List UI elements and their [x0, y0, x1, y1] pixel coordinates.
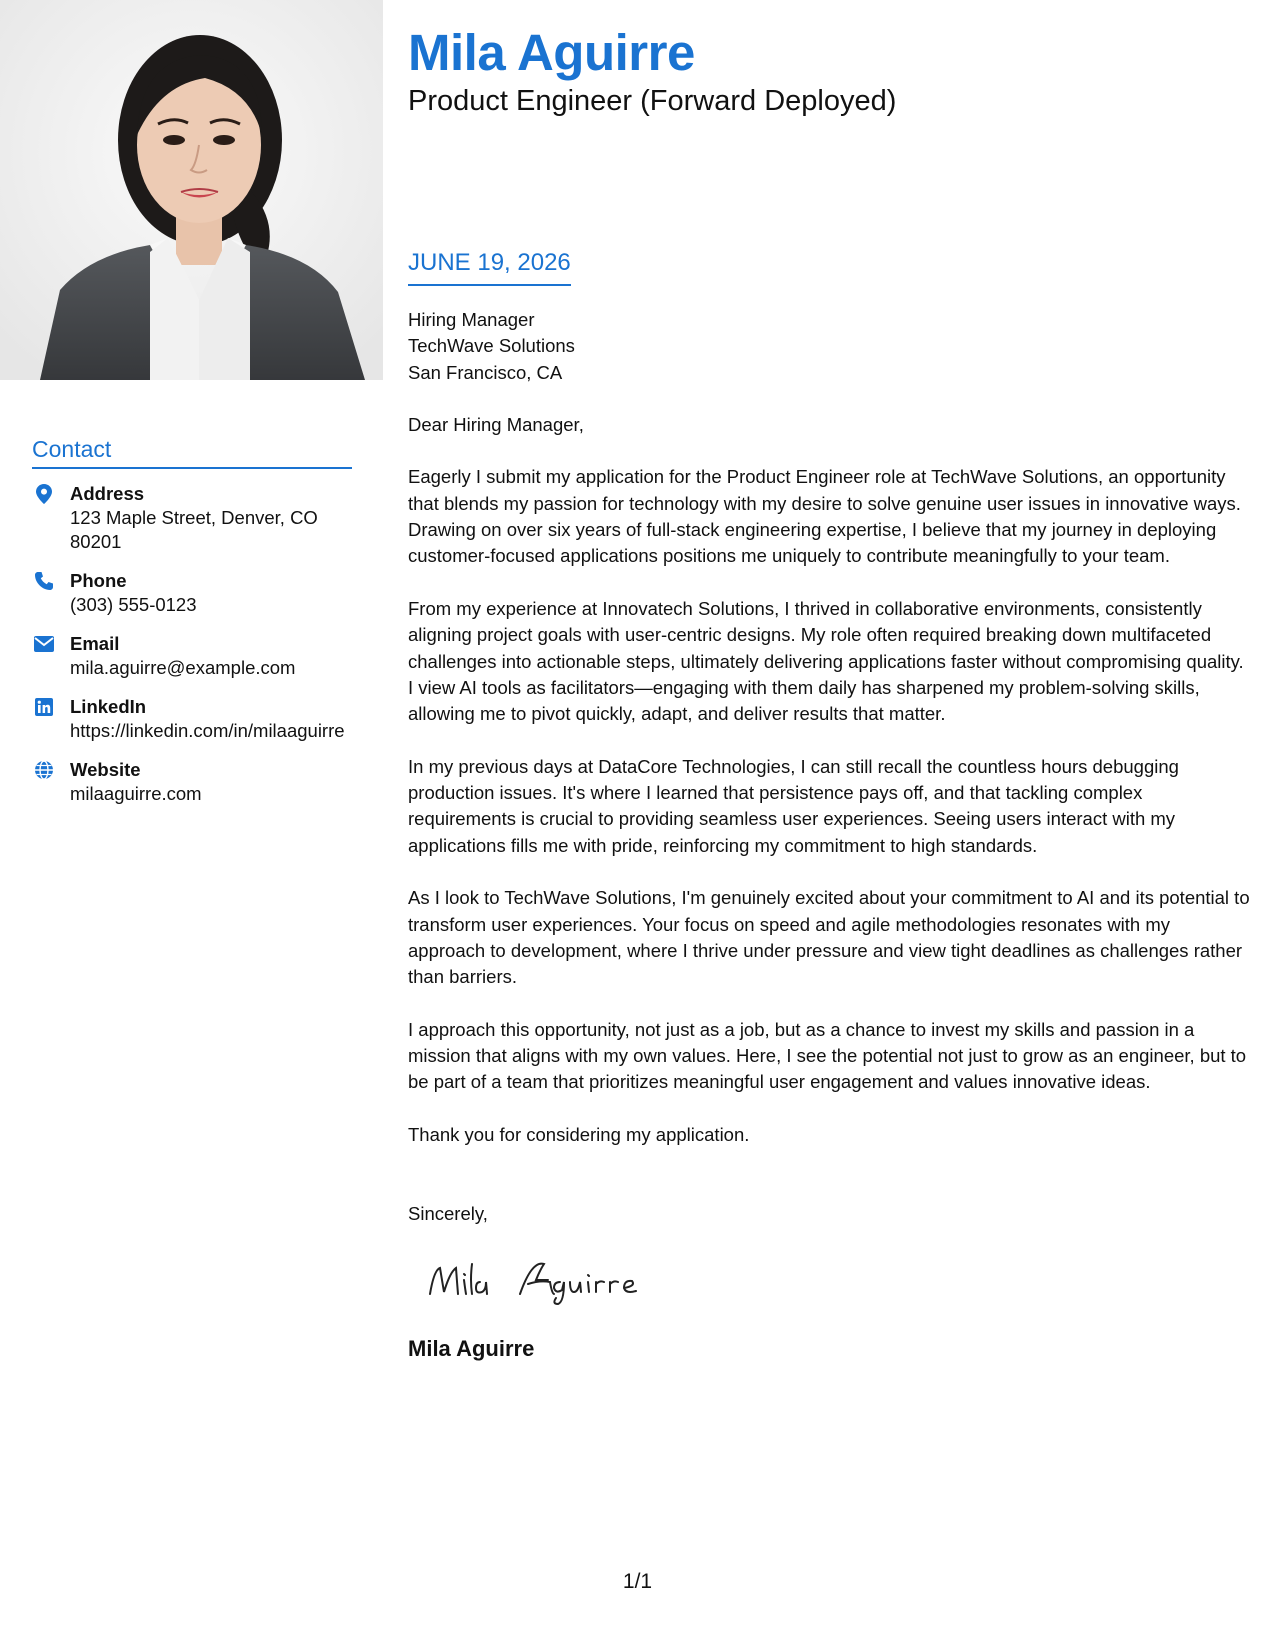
paragraph: From my experience at Innovatech Solutions, I thrived in collaborative environments, consistently aligning project goals with user-centric designs. My role often required breaking down multifaceted challenges into actionable steps, ultimately delivering applications faster without compromising quality. I view AI tools as facilitators—engaging with them daily has sharpened my problem-solving skills, allowing me to pivot quickly, adapt, and deliver results that matter.	[408, 597, 1244, 725]
profile-photo	[0, 0, 383, 380]
applicant-name: Mila Aguirre	[408, 24, 695, 81]
portrait-illustration	[0, 0, 383, 380]
contact-item-address	[32, 481, 352, 554]
contact-item-linkedin	[32, 694, 352, 743]
email-value[interactable]: mila.aguirre@example.com	[70, 657, 296, 678]
job-title: Product Engineer (Forward Deployed)	[408, 85, 897, 117]
handwritten-signature	[424, 1250, 664, 1310]
signature-image	[424, 1250, 1250, 1310]
page-number: 1/1	[622, 1570, 653, 1593]
contact-label: Website	[70, 759, 141, 780]
address-value: 123 Maple Street, Denver, CO 80201	[70, 507, 318, 552]
paragraph: As I look to TechWave Solutions, I'm genuinely excited about your commitment to AI and its potential to transform user experiences. Your focus on speed and agile methodologies resonates with my approach to development, where I thrive under pressure and view tight deadlines as challenges rather than barriers.	[408, 887, 1250, 988]
contact-item-email	[32, 631, 352, 680]
contact-label: LinkedIn	[70, 696, 147, 717]
contact-label: Address	[70, 483, 145, 504]
email-icon	[32, 632, 56, 656]
contact-item-phone	[32, 568, 352, 617]
closing: Sincerely,	[408, 1203, 488, 1225]
contact-section	[32, 436, 352, 820]
paragraph: I approach this opportunity, not just as a job, but as a chance to invest my skills and passion in a mission that aligns with my own values. Here, I see the potential not just to grow as an engineer, but to be part of a team that prioritizes meaningful user engagement and values innovative ideas.	[408, 1018, 1247, 1093]
website-value[interactable]: milaaguirre.com	[70, 783, 202, 804]
recipient-line: San Francisco, CA	[408, 361, 563, 383]
linkedin-value[interactable]: https://linkedin.com/in/milaaguirre	[70, 720, 345, 741]
signer-name: Mila Aguirre	[408, 1335, 535, 1361]
contact-heading: Contact	[32, 436, 352, 469]
phone-icon	[32, 569, 56, 593]
letter-body	[408, 307, 1250, 1364]
globe-icon	[32, 758, 56, 782]
contact-item-website	[32, 757, 352, 806]
linkedin-icon	[32, 695, 56, 719]
salutation: Dear Hiring Manager,	[408, 413, 584, 435]
recipient-line: TechWave Solutions	[408, 335, 575, 357]
paragraph: In my previous days at DataCore Technologies, I can still recall the countless hours debugging production issues. It's where I learned that persistence pays off, and that tackling complex requirements is crucial to providing seamless user experiences. Seeing users interact with my applications fills me with pride, reinforcing my commitment to high standards.	[408, 755, 1179, 856]
contact-label: Email	[70, 633, 120, 654]
letter-date: JUNE 19, 2026	[408, 248, 571, 286]
recipient-block	[408, 307, 1250, 386]
map-pin-icon	[32, 482, 56, 506]
phone-value[interactable]: (303) 555-0123	[70, 594, 197, 615]
paragraph: Eagerly I submit my application for the Product Engineer role at TechWave Solutions, an opportunity that blends my passion for technology with my desire to solve genuine user issues in innovative ways. Drawing on over six years of full-stack engineering expertise, I believe that my journey in deploying customer-focused applications positions me uniquely to contribute meaningfully to your team.	[408, 466, 1241, 567]
recipient-line: Hiring Manager	[408, 309, 535, 330]
contact-label: Phone	[70, 570, 127, 591]
paragraph: Thank you for considering my application.	[408, 1123, 750, 1145]
